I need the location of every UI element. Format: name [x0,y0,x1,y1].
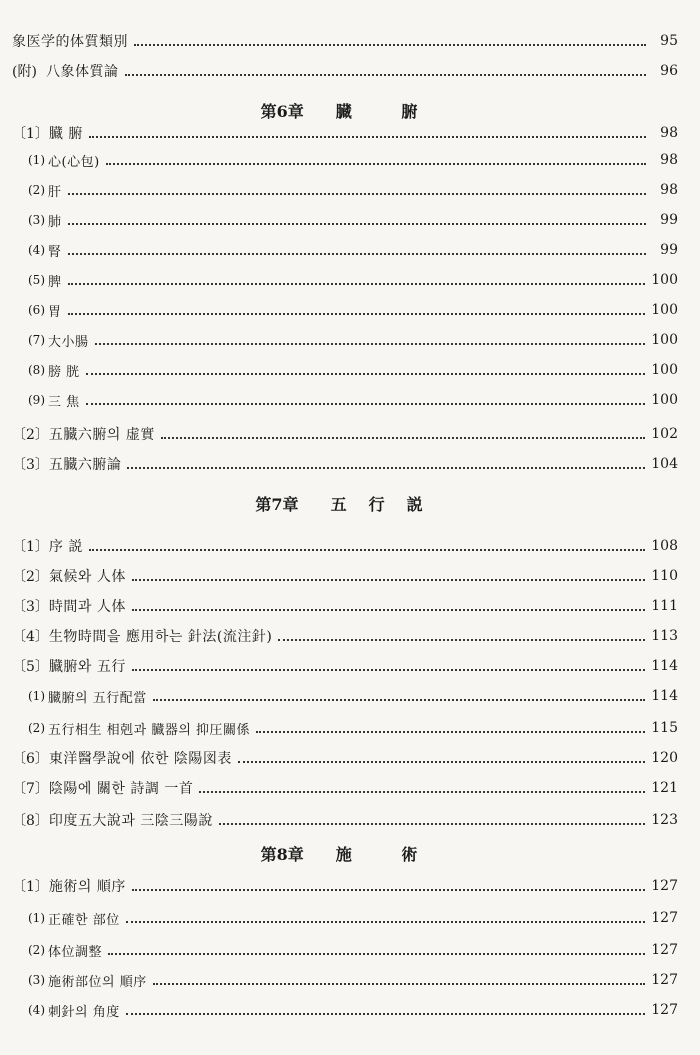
entry-title: 臓腑와 五行 [48,659,126,675]
entry-title: 印度五大說과 三陰三陽說 [48,813,213,829]
dot-leader [106,163,646,165]
entry-number: 〔1〕 [12,126,49,142]
toc-subentry [28,683,678,709]
entry-page-number: 115 [651,720,678,736]
chapter-number: 第8章 [260,845,304,864]
toc-entry [12,745,678,771]
entry-title: 三 焦 [48,394,80,410]
entry-title: 大小腸 [48,334,89,350]
chapter-title: 臓 腑 [335,102,440,121]
dot-leader [153,983,646,985]
toc-subentry [28,357,678,383]
toc-subentry [28,237,678,263]
entry-page-number: 120 [651,750,678,766]
entry-page-number: 127 [651,942,678,958]
entry-page-number: 113 [651,628,678,644]
toc-subentry [28,387,678,413]
dot-leader [153,699,646,701]
dot-leader [68,193,646,195]
entry-number: (5) [28,273,45,287]
toc-subentry [28,967,678,993]
entry-title: 五行相生 相剋과 臓器의 抑圧關係 [48,722,251,738]
entry-number: (2) [28,721,45,735]
dot-leader [95,343,646,345]
chapter-title: 五行説 [330,495,445,514]
dot-leader [127,467,645,469]
dot-leader [132,579,645,581]
entry-page-number: 114 [651,688,678,704]
entry-title: 陰陽에 關한 詩調 一首 [48,781,194,797]
dot-leader [68,253,646,255]
entry-page-number: 127 [651,910,678,926]
dot-leader [86,403,646,405]
toc-subentry [28,327,678,353]
entry-title: 心(心包) [48,154,100,170]
entry-number: 〔7〕 [12,781,49,797]
toc-entry [12,563,678,589]
entry-title: 臓腑의 五行配當 [48,690,147,706]
dot-leader [132,609,645,611]
entry-title: 象医学的体質類別 [12,34,128,50]
dot-leader [256,731,645,733]
dot-leader [126,1013,646,1015]
entry-title: 八象体質論 [46,64,119,80]
toc-entry [12,421,678,447]
toc-subentry [28,297,678,323]
dot-leader [132,669,645,671]
dot-leader [132,889,645,891]
entry-number: (3) [28,973,45,987]
dot-leader [199,791,645,793]
entry-page-number: 110 [651,568,678,584]
chapter-heading [0,493,700,517]
entry-number: (4) [28,243,45,257]
toc-entry [12,873,678,899]
toc-entry [12,533,678,559]
chapter-number: 第7章 [255,495,299,514]
entry-title: 序 説 [48,539,83,555]
entry-page-number: 100 [651,392,678,408]
dot-leader [68,283,646,285]
entry-number: (1) [28,911,45,925]
entry-title: 正確한 部位 [48,912,120,928]
entry-number: 〔3〕 [12,457,49,473]
entry-title: 生物時間을 應用하는 針法(流注針) [48,629,273,645]
entry-page-number: 127 [651,1002,678,1018]
entry-number: 〔2〕 [12,427,49,443]
entry-page-number: 96 [660,63,678,79]
toc-entry [12,120,678,146]
chapter-heading [0,843,700,867]
entry-page-number: 95 [660,33,678,49]
toc-entry [12,593,678,619]
entry-number: (9) [28,393,45,407]
toc-entry [12,807,678,833]
toc-subentry [28,267,678,293]
entry-page-number: 98 [660,125,678,141]
dot-leader [126,921,646,923]
entry-title: 施術의 順序 [48,879,126,895]
entry-number: 〔4〕 [12,629,49,645]
entry-title: 刺針의 角度 [48,1004,120,1020]
entry-number: 〔5〕 [12,659,49,675]
entry-page-number: 100 [651,362,678,378]
toc-entry [12,58,678,84]
entry-number: (8) [28,363,45,377]
entry-title: 脾 [48,274,62,290]
toc-subentry [28,905,678,931]
entry-number: (3) [28,213,45,227]
toc-subentry [28,997,678,1023]
entry-title: 肝 [48,184,62,200]
entry-number: 〔6〕 [12,751,49,767]
entry-page-number: 121 [651,780,678,796]
entry-page-number: 123 [651,812,678,828]
dot-leader [219,823,645,825]
entry-number: 〔2〕 [12,569,49,585]
dot-leader [125,74,647,76]
dot-leader [238,761,645,763]
dot-leader [134,44,646,46]
entry-title: 東洋醫學說에 依한 陰陽図表 [48,751,232,767]
entry-page-number: 98 [660,152,678,168]
entry-title: 五臓六腑論 [48,457,122,473]
toc-entry [12,28,678,54]
chapter-title: 施 術 [335,845,440,864]
dot-leader [89,549,645,551]
entry-page-number: 108 [651,538,678,554]
entry-page-number: 102 [651,426,678,442]
entry-number: (2) [28,943,45,957]
dot-leader [68,223,646,225]
entry-page-number: 99 [660,212,678,228]
toc-subentry [28,715,678,741]
toc-entry [12,623,678,649]
entry-number: 〔1〕 [12,879,49,895]
entry-title: 五臓六腑의 虚實 [48,427,155,443]
toc-subentry [28,207,678,233]
entry-title: 施術部位의 順序 [48,974,147,990]
chapter-number: 第6章 [260,102,304,121]
entry-page-number: 111 [651,598,678,614]
entry-title: 時間과 人体 [48,599,126,615]
entry-number: (6) [28,303,45,317]
entry-number: (4) [28,1003,45,1017]
entry-number: (2) [28,183,45,197]
dot-leader [108,953,645,955]
toc-entry [12,775,678,801]
entry-page-number: 104 [651,456,678,472]
entry-title: 胃 [48,304,62,320]
entry-page-number: 114 [651,658,678,674]
toc-entry [12,653,678,679]
entry-number: (1) [28,153,45,167]
entry-page-number: 100 [651,302,678,318]
dot-leader [278,639,645,641]
entry-title: 肺 [48,214,62,230]
dot-leader [161,437,645,439]
entry-number: (1) [28,689,45,703]
entry-number: (7) [28,333,45,347]
entry-page-number: 100 [651,332,678,348]
entry-page-number: 127 [651,972,678,988]
entry-page-number: 99 [660,242,678,258]
toc-entry [12,451,678,477]
entry-number: 〔8〕 [12,813,49,829]
dot-leader [86,373,646,375]
dot-leader [89,136,646,138]
entry-number: 〔3〕 [12,599,49,615]
toc-subentry [28,177,678,203]
entry-title: 体位調整 [48,944,103,960]
entry-page-number: 127 [651,878,678,894]
toc-subentry [28,937,678,963]
entry-number: 〔1〕 [12,539,49,555]
dot-leader [68,313,646,315]
entry-page-number: 100 [651,272,678,288]
entry-page-number: 98 [660,182,678,198]
entry-title: 腎 [48,244,62,260]
entry-number: (附) [12,64,37,80]
toc-subentry [28,147,678,173]
entry-title: 氣候와 人体 [48,569,126,585]
entry-title: 膀 胱 [48,364,80,380]
entry-title: 臓 腑 [48,126,83,142]
